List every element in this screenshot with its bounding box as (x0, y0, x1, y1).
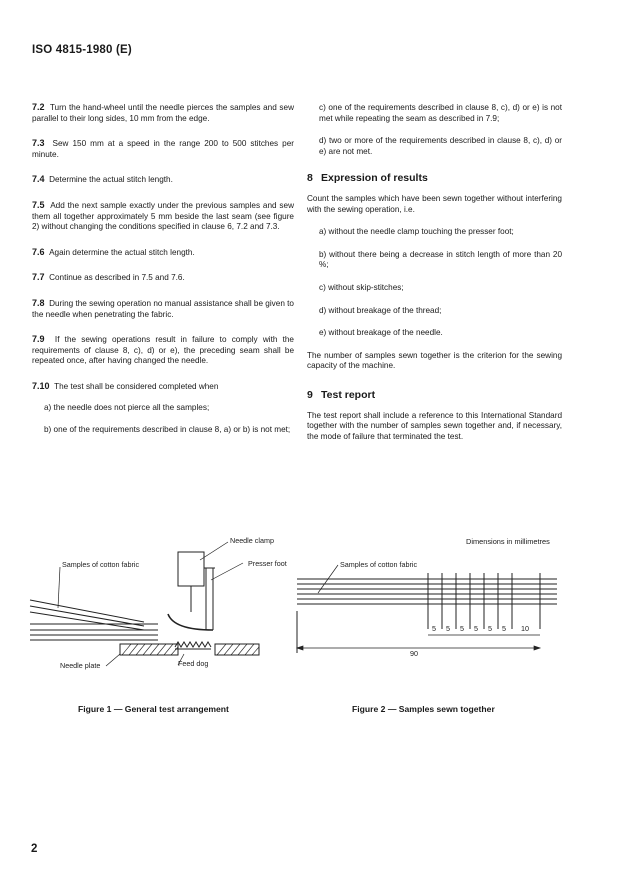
clause-7-5 (32, 200, 294, 233)
dimensions-note: Dimensions in millimetres (466, 537, 550, 546)
feed-dog-icon (175, 642, 211, 647)
clause-number: 7.4 (32, 174, 45, 185)
label-needle-clamp: Needle clamp (230, 536, 274, 545)
section-number: 9 (307, 388, 313, 401)
spacing-label: 5 (446, 624, 450, 633)
fabric-layers (30, 600, 158, 640)
clause-7-10 (32, 381, 294, 393)
presser-foot-bar (206, 568, 213, 630)
clause-7-3 (32, 138, 294, 160)
list-item: b) without there being a decrease in stitch length of more than 20 %; (319, 249, 562, 270)
spacing-label: 5 (432, 624, 436, 633)
clause-text: The test shall be considered completed when (54, 381, 219, 391)
spacing-label: 10 (521, 624, 529, 633)
figure-1-drawing (28, 530, 303, 675)
figure-2 (292, 555, 562, 665)
list-item: c) one of the requirements described in clause 8, c), d) or e) is not met while repeating the seam as described in 7.9; (319, 103, 562, 123)
overall-dimension: 90 (410, 649, 418, 658)
section-8-heading (307, 173, 562, 184)
page-number: 2 (31, 843, 38, 855)
spacing-label: 5 (460, 624, 464, 633)
clause-number: 7.5 (32, 199, 45, 210)
clause-7-4 (32, 174, 294, 186)
spacing-label: 5 (502, 624, 506, 633)
label-presser-foot: Presser foot (248, 559, 287, 568)
list-item: e) without breakage of the needle. (319, 328, 443, 338)
fabric-line (30, 600, 144, 622)
left-column (32, 102, 294, 448)
section-9-heading (307, 390, 562, 401)
clause-number: 7.10 (32, 380, 50, 391)
clause-7-7 (32, 272, 294, 284)
list-item: d) two or more of the requirements described in clause 8, c), d) or e) are not met. (319, 136, 562, 156)
list-item: d) without breakage of the thread; (319, 305, 442, 315)
dimension-lines (297, 635, 540, 650)
section-8-intro: Count the samples which have been sewn together without interfering with the sewing operation, i.e. (307, 193, 562, 214)
section-title: Test report (321, 388, 376, 401)
clause-text: Sew 150 mm at a speed in the range 200 to 500 stitches per minute. (32, 139, 294, 159)
right-column (307, 103, 562, 454)
clause-number: 7.3 (32, 138, 45, 149)
clause-text: Determine the actual stitch length. (49, 175, 173, 185)
fabric-line (30, 612, 144, 630)
section-8-outro: The number of samples sewn together is the criterion for the sewing capacity of the machine. (307, 350, 562, 371)
clause-7-6 (32, 247, 294, 259)
figure-2-drawing (292, 555, 562, 665)
list-item: a) without the needle clamp touching the presser foot; (319, 227, 514, 237)
clause-text: Continue as described in 7.5 and 7.6. (49, 273, 185, 283)
clause-number: 7.6 (32, 246, 45, 257)
label-samples: Samples of cotton fabric (62, 560, 140, 569)
needle-clamp (178, 552, 204, 586)
clause-number: 7.9 (32, 334, 45, 345)
figure-2-caption: Figure 2 — Samples sewn together (352, 704, 495, 714)
label-feed-dog: Feed dog (178, 659, 209, 668)
spacing-label: 5 (474, 624, 478, 633)
needle-plate-left (120, 644, 178, 655)
list-item: c) without skip-stitches; (319, 282, 404, 292)
section-9-text: The test report shall include a reference to this International Standard together with the number of samples sewn together and, if necessary, the mode of failure that terminated the test. (307, 410, 562, 441)
document-header: ISO 4815-1980 (E) (32, 44, 132, 56)
label-samples: Samples of cotton fabric (340, 560, 418, 569)
clause-7-9 (32, 334, 294, 367)
figure-1-caption: Figure 1 — General test arrangement (78, 704, 229, 714)
clause-text: During the sewing operation no manual assistance shall be given to the needle when penetrating the fabric. (32, 298, 294, 319)
clause-text: Add the next sample exactly under the previous samples and sew them all together approximately 5 mm beside the last seam (see figure 2) without changing the conditions specified in clause 6, 7.2 and 7.3. (32, 200, 294, 232)
clause-7-8 (32, 298, 294, 320)
fabric-line (30, 606, 144, 626)
list-item: a) the needle does not pierce all the samples; (44, 402, 210, 412)
figure-1 (28, 530, 303, 675)
section-title: Expression of results (321, 172, 428, 185)
clause-7-2 (32, 102, 294, 124)
clause-text: Turn the hand-wheel until the needle pierces the samples and sew parallel to their long sides, 10 mm from the edge. (32, 103, 294, 123)
label-needle-plate: Needle plate (60, 661, 101, 670)
clause-text: Again determine the actual stitch length. (49, 247, 195, 257)
clause-number: 7.2 (32, 102, 45, 112)
clause-number: 7.7 (32, 272, 45, 283)
fabric-layers (297, 579, 557, 604)
seam-lines (297, 573, 540, 653)
clause-text: If the sewing operations result in failure to comply with the requirements of clause 8, c), d) or e), the preceding seam shall be repeated once, after having changed the needle. (32, 335, 294, 366)
section-number: 8 (307, 172, 313, 185)
list-item: b) one of the requirements described in clause 8, a) or b) is not met; (44, 425, 291, 435)
clause-number: 7.8 (32, 297, 45, 308)
spacing-labels (410, 624, 529, 658)
spacing-label: 5 (488, 624, 492, 633)
